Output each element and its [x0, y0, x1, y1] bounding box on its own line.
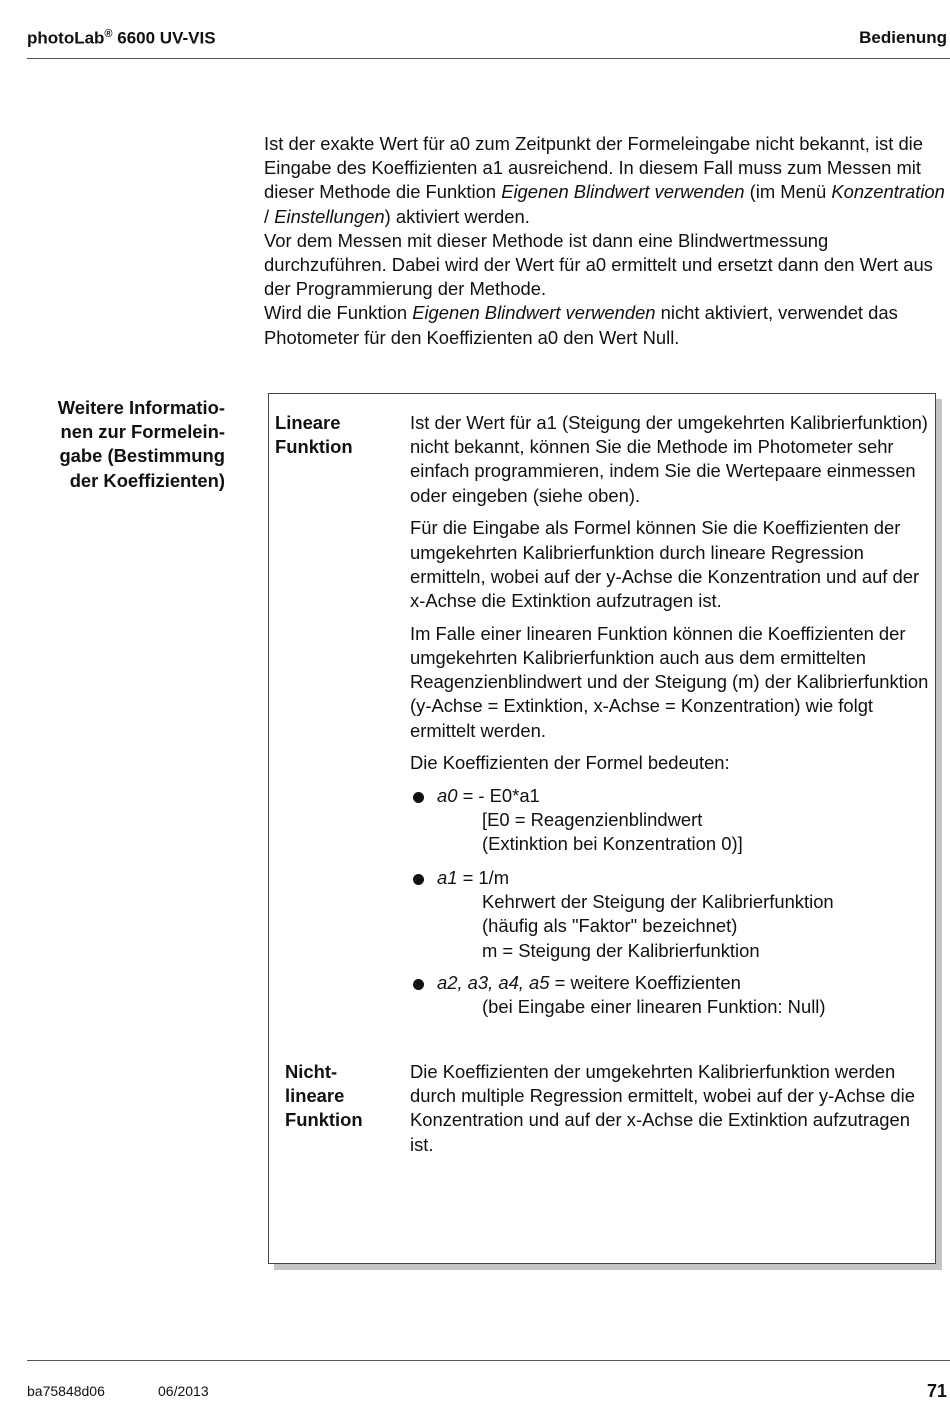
bullet-a1-formula: = 1/m [457, 867, 510, 888]
intro-paragraph-2: Vor dem Messen mit dieser Methode ist dann eine Blindwertmessung durchzuführen. Dabei wird der Wert für a0 ermittelt und ersetzt dann den Wert aus der Programmierung der Methode. [264, 229, 933, 300]
intro-p1-emphasis-menu: Konzentration [831, 181, 945, 203]
header-divider [27, 58, 950, 59]
linear-function-label [275, 411, 353, 459]
intro-paragraph-3 [264, 301, 950, 349]
intro-p3-text-b: nicht aktiviert, verwendet das Photometer für den Koeffizienten a0 den Wert Null. [264, 302, 898, 348]
header-product-title [27, 28, 216, 49]
intro-text [264, 132, 950, 350]
page-number: 71 [926, 1381, 947, 1401]
intro-p1-text-c: / [264, 205, 275, 227]
linear-label-line-1: Lineare [275, 412, 341, 433]
nonlinear-paragraph: Die Koeffizienten der umgekehrten Kalibrierfunktion werden durch multiple Regression ermittelt, wobei auf der y-Achse die Konzentration und auf der x-Achse die Extinktion aufzutragen ist. [410, 1061, 915, 1155]
intro-p1-text-d: ) aktiviert werden. [384, 205, 530, 227]
intro-p1-text-a: Ist der exakte Wert für a0 zum Zeitpunkt der Formeleingabe nicht bekannt, ist die Eingabe des Koeffizienten a1 ausreichend. In diesem Fall muss zum Messen mit dieser Methode die Funktion [264, 133, 923, 203]
bullet-dot-icon [413, 792, 424, 803]
footer-divider [27, 1360, 950, 1361]
intro-p3-text-a: Wird die Funktion [264, 302, 413, 324]
bullet-a2-a5-formula: = weitere Koeffizienten [549, 972, 741, 993]
bullet-a1-line-3: m = Steigung der Kalibrierfunktion [482, 939, 760, 961]
side-heading-line-1: Weitere Informatio- [57, 397, 225, 418]
bullet-a2-a5-definition [437, 971, 741, 995]
nonlinear-function-label [285, 1060, 363, 1133]
side-heading [20, 396, 225, 493]
linear-function-text [410, 411, 932, 784]
product-model: 6600 UV-VIS [112, 28, 216, 48]
bullet-a0-line-2: (Extinktion bei Konzentration 0)] [482, 833, 743, 855]
intro-p1-text-b: (im Menü [744, 181, 832, 203]
intro-p1-emphasis-function: Eigenen Blindwert verwenden [501, 181, 745, 203]
bullet-a1-line-1: Kehrwert der Steigung der Kalibrierfunktion [482, 891, 834, 913]
linear-paragraph-3: Im Falle einer linearen Funktion können die Koeffizienten der umgekehrten Kalibrierfunktion auch aus dem ermittelten Reagenzienblindwert und der Steigung (m) der Kalibrierfunktion (y-Achse = Extinktion, x-Achse = Konzentration) wie folgt ermittelt werden. [410, 622, 929, 741]
bullet-a0-definition [437, 784, 540, 808]
side-heading-line-3: gabe (Bestimmung [59, 445, 225, 467]
bullet-a0-term: a0 [437, 785, 458, 806]
linear-paragraph-2: Für die Eingabe als Formel können Sie die Koeffizienten der umgekehrten Kalibrierfunktion durch lineare Regression ermitteln, wobei auf der y-Achse die Konzentration und auf der x-Achse die Extinktion aufzutragen ist. [410, 517, 920, 612]
bullet-a1-term: a1 [437, 867, 458, 888]
list-item-a0 [410, 784, 932, 859]
header-section: Bedienung [859, 28, 947, 47]
list-item-a1 [410, 866, 932, 965]
nonlinear-label-line-3: Funktion [285, 1109, 363, 1131]
bullet-a2-a5-line-1: (bei Eingabe einer linearen Funktion: Null) [482, 996, 826, 1018]
nonlinear-label-line-1: Nicht- [285, 1061, 338, 1082]
bullet-a0-formula: = - E0*a1 [457, 785, 540, 806]
nonlinear-label-line-2: lineare [285, 1085, 345, 1107]
registered-mark: ® [104, 28, 113, 40]
nonlinear-function-text [410, 1060, 932, 1165]
bullet-a1-definition [437, 866, 509, 890]
linear-label-line-2: Funktion [275, 436, 353, 458]
footer-date: 06/2013 [158, 1383, 209, 1399]
linear-paragraph-4: Die Koeffizienten der Formel bedeuten: [410, 752, 730, 774]
side-heading-line-4: der Koeffizienten) [69, 469, 225, 491]
intro-p1-emphasis-submenu: Einstellungen [274, 205, 385, 227]
intro-paragraph-1 [264, 132, 950, 229]
list-item-a2-a5 [410, 971, 932, 1021]
linear-paragraph-1: Ist der Wert für a1 (Steigung der umgekehrten Kalibrierfunktion) nicht bekannt, können Sie die Methode im Photometer sehr einfach programmieren, indem Sie die Wertepaare einmessen oder eingeben (siehe oben). [410, 412, 928, 506]
bullet-a1-line-2: (häufig als "Faktor" bezeichnet) [482, 915, 738, 937]
side-heading-line-2: nen zur Formelein- [60, 421, 225, 443]
intro-p3-emphasis-function: Eigenen Blindwert verwenden [412, 302, 656, 324]
bullet-dot-icon [413, 874, 424, 885]
bullet-dot-icon [413, 979, 424, 990]
footer-doc-id: ba75848d06 [27, 1383, 105, 1399]
product-name: photoLab [27, 28, 105, 48]
bullet-a0-line-1: [E0 = Reagenzienblindwert [482, 809, 703, 831]
bullet-a2-a5-term: a2, a3, a4, a5 [437, 972, 550, 993]
